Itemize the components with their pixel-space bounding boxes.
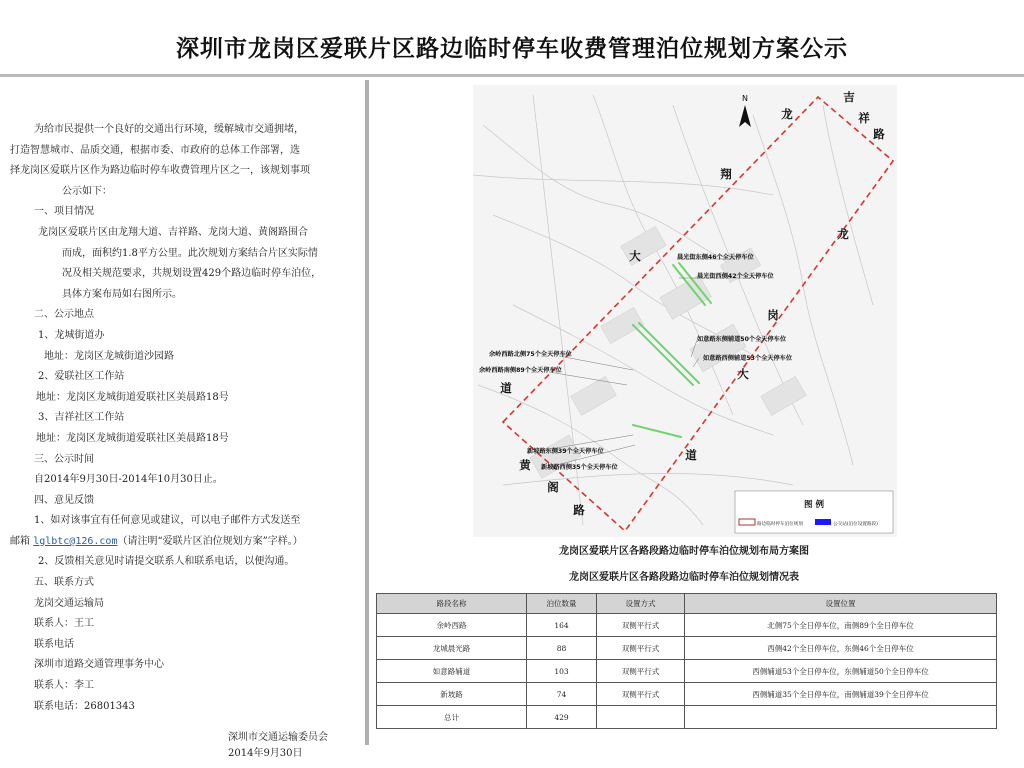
road-char: 大 [737, 367, 749, 381]
table-cell: 如意路辅道 [377, 660, 527, 683]
table-cell: 新坡路 [377, 683, 527, 706]
road-char: 阁 [547, 480, 559, 494]
column-header: 路段名称 [377, 594, 527, 614]
signature-org: 深圳市交通运输委员会 [228, 732, 328, 743]
table-caption: 龙岗区爱联片区各路段路边临时停车泊位规划情况表 [569, 572, 799, 583]
table-cell: 双侧平行式 [597, 683, 685, 706]
contact-1-org: 龙岗交通运输局 [34, 597, 104, 609]
table-cell: 龙城晨光路 [377, 637, 527, 660]
section-4-title: 四、意见反馈 [34, 494, 94, 506]
section-1-line-2: 而成，面积约1.8平方公里。此次规划方案结合片区实际情 [62, 247, 318, 259]
email-link[interactable]: lglbtc@126.com [33, 535, 118, 547]
parking-plan-table [376, 593, 997, 729]
section-1-line-4: 具体方案布局如右图所示。 [62, 288, 182, 300]
table-total-row [377, 706, 997, 729]
road-char: 黄 [519, 458, 531, 472]
table-cell: 88 [527, 637, 597, 660]
location-2-address: 地址：龙岗区龙城街道爱联社区美晨路18号 [36, 391, 229, 403]
parking-label: 新坡路西侧35个全天停车位 [541, 464, 618, 471]
table-row [377, 660, 997, 683]
contact-2-phone: 联系电话：26801343 [34, 700, 135, 712]
location-1-address: 地址：龙岗区龙城街道沙园路 [44, 350, 174, 362]
signature-block [228, 730, 328, 762]
parking-label: 余岭西路北侧75个全天停车位 [489, 351, 572, 358]
column-header: 设置位置 [685, 594, 997, 614]
section-2-title: 二、公示地点 [34, 309, 94, 321]
table-cell: 西侧42个全日停车位，东侧46个全日停车位 [685, 637, 997, 660]
table-cell: 北侧75个全日停车位，南侧89个全日停车位 [685, 614, 997, 637]
table-row [377, 683, 997, 706]
legend-item: 路边临时停车泊位规划 [757, 522, 803, 527]
notice-text [0, 120, 362, 717]
section-3-title: 三、公示时间 [34, 453, 94, 465]
location-1-name: 1、龙城街道办 [38, 329, 105, 341]
location-3-name: 3、吉祥社区工作站 [38, 412, 125, 424]
section-1-title: 一、项目情况 [34, 206, 94, 218]
parking-label: 新坡路东侧39个全天停车位 [527, 448, 604, 455]
road-char: 道 [500, 381, 512, 395]
table-cell: 74 [527, 683, 597, 706]
intro-line-1: 为给市民提供一个良好的交通出行环境，缓解城市交通拥堵， [34, 124, 304, 135]
map-legend [735, 491, 893, 533]
road-char: 吉 [843, 90, 855, 104]
road-char: 大 [629, 249, 641, 263]
intro-line-4: 公示如下： [62, 185, 112, 197]
legend-bus-swatch [815, 519, 831, 525]
feedback-email-line [0, 532, 362, 553]
table-row [377, 614, 997, 637]
contact-2-label: 联系电话 [34, 638, 74, 650]
parking-label: 晨光街东侧46个全天停车位 [677, 254, 754, 261]
signature-date: 2014年9月30日 [228, 748, 303, 759]
table-cell [685, 706, 997, 729]
page-title: 深圳市龙岗区爱联片区路边临时停车收费管理泊位规划方案公示 [176, 36, 848, 62]
legend-item: 公交站(泊位设置路段) [833, 522, 878, 527]
contact-1-person: 联系人：王工 [34, 618, 94, 630]
location-3-address: 地址：龙岗区龙城街道爱联社区美晨路18号 [36, 432, 229, 444]
section-1-line-3: 况及相关规范要求，共规划设置429个路边临时停车泊位， [62, 268, 322, 280]
road-char: 龙 [837, 227, 849, 241]
contact-2-person: 联系人：李工 [34, 680, 94, 692]
table-row [377, 637, 997, 660]
intro-line-3: 择龙岗区爱联片区作为路边临时停车收费管理片区之一，该规划事项 [10, 165, 310, 177]
title-divider [0, 74, 1024, 77]
table-cell: 双侧平行式 [597, 637, 685, 660]
road-char: 龙 [781, 107, 793, 121]
intro-line-2: 打造智慧城市、品质交通，根据市委、市政府的总体工作部署，选 [10, 144, 300, 156]
feedback-line-1: 1、如对该事宜有任何意见或建议，可以电子邮件方式发送至 [34, 515, 301, 527]
road-char: 路 [873, 127, 885, 141]
road-char: 岗 [767, 308, 779, 322]
road-char: 道 [685, 448, 697, 462]
table-cell: 双侧平行式 [597, 660, 685, 683]
table-cell: 西侧辅道35个全日停车位，南侧辅道39个全日停车位 [685, 683, 997, 706]
feedback-line-2: 2、反馈相关意见时请提交联系人和联系电话，以便沟通。 [38, 556, 295, 568]
parking-label: 如意路东侧辅道50个全天停车位 [697, 336, 787, 343]
section-3-body: 自2014年9月30日-2014年10月30日止。 [34, 474, 223, 486]
road-char: 路 [573, 503, 585, 517]
road-char: 翔 [720, 167, 732, 181]
table-cell: 164 [527, 614, 597, 637]
column-header: 泊位数量 [527, 594, 597, 614]
column-divider [365, 80, 369, 745]
column-header: 设置方式 [597, 594, 685, 614]
parking-label: 晨光街西侧42个全天停车位 [697, 273, 774, 280]
map-caption: 龙岗区爱联片区各路段路边临时停车泊位规划布局方案图 [559, 546, 809, 557]
table-cell: 429 [527, 706, 597, 729]
svg-text:N: N [742, 94, 748, 103]
table-cell: 总计 [377, 706, 527, 729]
table-cell: 余岭西路 [377, 614, 527, 637]
legend-title: 图 例 [804, 500, 824, 510]
section-5-title: 五、联系方式 [34, 577, 94, 589]
road-char: 祥 [858, 111, 870, 125]
table-cell: 双侧平行式 [597, 614, 685, 637]
table-cell [597, 706, 685, 729]
parking-label: 余岭西路南侧89个全天停车位 [479, 367, 562, 374]
email-prefix: 邮箱 [10, 535, 34, 547]
parking-layout-map [473, 85, 897, 537]
location-2-name: 2、爱联社区工作站 [38, 371, 125, 383]
legend-boundary-swatch [739, 519, 755, 525]
email-suffix: （请注明“爱联片区泊位规划方案”字样。） [117, 535, 303, 547]
table-cell: 西侧辅道53个全日停车位，东侧辅道50个全日停车位 [685, 660, 997, 683]
section-1-line-1: 龙岗区爱联片区由龙翔大道、吉祥路、龙岗大道、黄阁路围合 [38, 226, 308, 238]
contact-2-org: 深圳市道路交通管理事务中心 [34, 659, 164, 671]
table-header-row [377, 594, 997, 614]
parking-label: 如意路西侧辅道53个全天停车位 [703, 355, 793, 362]
table-cell: 103 [527, 660, 597, 683]
